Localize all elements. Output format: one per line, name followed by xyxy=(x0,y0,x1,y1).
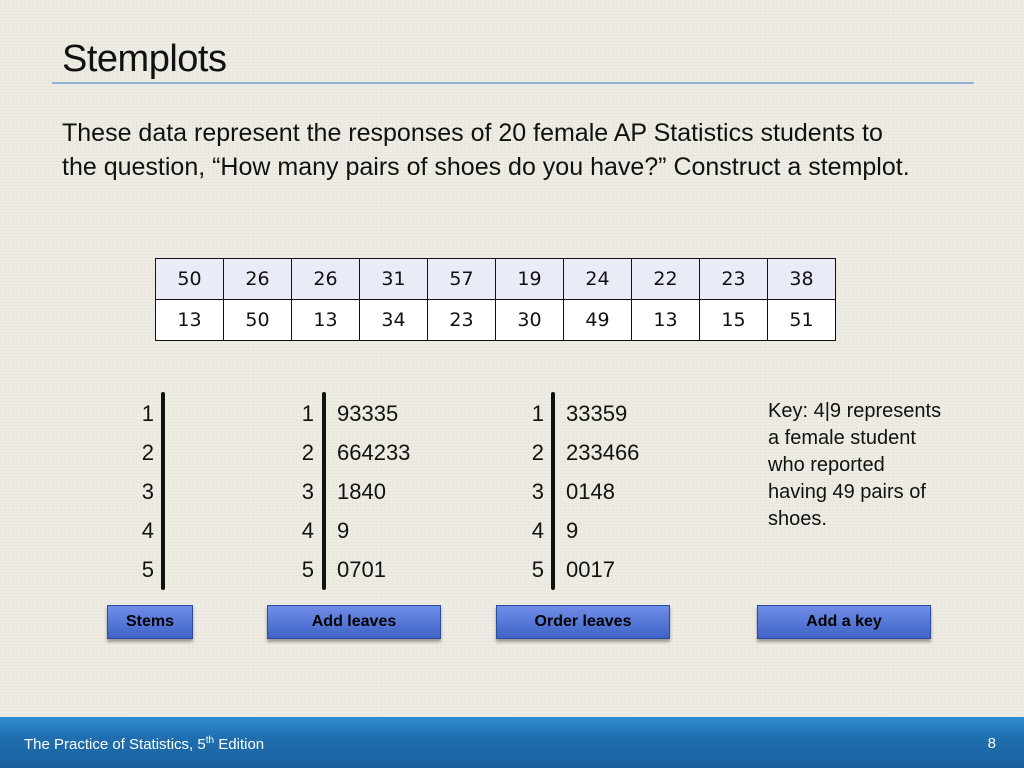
leaves-row-4: 9 xyxy=(566,518,579,543)
stem-4: 4 xyxy=(141,518,154,543)
slide-body-text: These data represent the responses of 20 female AP Statistics students to the question, “How many pairs of shoes do you have?” Construct a stemplot. xyxy=(62,119,910,181)
order-leaves-button[interactable]: Order leaves xyxy=(496,605,670,639)
stem-5: 5 xyxy=(141,557,154,582)
slide-title: Stemplots xyxy=(62,38,227,80)
table-cell: 30 xyxy=(496,300,564,341)
table-cell: 24 xyxy=(564,259,632,300)
leaves-row-1: 33359 xyxy=(566,401,628,426)
shoes-data-table xyxy=(155,258,836,341)
stemplot-ordered-leaves xyxy=(566,394,639,589)
page-number: 8 xyxy=(987,735,996,752)
table-cell: 31 xyxy=(360,259,428,300)
table-cell: 50 xyxy=(156,259,224,300)
table-cell: 22 xyxy=(632,259,700,300)
stem-2: 2 xyxy=(141,440,154,465)
add-key-button[interactable]: Add a key xyxy=(757,605,931,639)
table-cell: 26 xyxy=(224,259,292,300)
leaves-row-2: 233466 xyxy=(566,440,640,465)
stem-3: 3 xyxy=(301,479,314,504)
stem-2: 2 xyxy=(531,440,544,465)
footer-book-title xyxy=(24,735,264,753)
stem-5: 5 xyxy=(531,557,544,582)
stem-3: 3 xyxy=(141,479,154,504)
table-cell: 50 xyxy=(224,300,292,341)
stemplot-added-leaves xyxy=(337,394,410,589)
table-cell: 13 xyxy=(156,300,224,341)
stem-divider-line xyxy=(551,392,555,590)
stemplot-stems-only xyxy=(130,394,154,589)
table-cell: 23 xyxy=(428,300,496,341)
stem-5: 5 xyxy=(301,557,314,582)
table-cell: 57 xyxy=(428,259,496,300)
table-cell: 23 xyxy=(700,259,768,300)
table-cell: 13 xyxy=(632,300,700,341)
stems-button[interactable]: Stems xyxy=(107,605,193,639)
leaves-row-3: 1840 xyxy=(337,479,386,504)
table-cell: 13 xyxy=(292,300,360,341)
stem-4: 4 xyxy=(531,518,544,543)
table-cell: 38 xyxy=(768,259,836,300)
table-cell: 26 xyxy=(292,259,360,300)
leaves-row-4: 9 xyxy=(337,518,350,543)
title-underline xyxy=(52,82,974,84)
stem-3: 3 xyxy=(531,479,544,504)
table-cell: 34 xyxy=(360,300,428,341)
table-cell: 19 xyxy=(496,259,564,300)
stem-2: 2 xyxy=(301,440,314,465)
leaves-row-3: 0148 xyxy=(566,479,615,504)
add-leaves-button[interactable]: Add leaves xyxy=(267,605,441,639)
book-title-prefix: The Practice of Statistics, 5 xyxy=(24,736,206,753)
table-row xyxy=(156,259,836,300)
stem-1: 1 xyxy=(531,401,544,426)
leaves-row-5: 0701 xyxy=(337,557,386,582)
stem-divider-line xyxy=(161,392,165,590)
book-title-suffix: Edition xyxy=(214,736,265,753)
stemplot-added-stems xyxy=(290,394,314,589)
leaves-row-2: 664233 xyxy=(337,440,411,465)
table-cell: 49 xyxy=(564,300,632,341)
stemplot-key: Key: 4|9 represents a female student who reported having 49 pairs of shoes. xyxy=(768,400,942,530)
stem-4: 4 xyxy=(301,518,314,543)
table-row xyxy=(156,300,836,341)
stemplot-ordered-stems xyxy=(520,394,544,589)
leaves-row-5: 0017 xyxy=(566,557,615,582)
leaves-row-1: 93335 xyxy=(337,401,399,426)
edition-superscript: th xyxy=(205,735,215,746)
stem-divider-line xyxy=(322,392,326,590)
stem-1: 1 xyxy=(301,401,314,426)
table-cell: 15 xyxy=(700,300,768,341)
table-cell: 51 xyxy=(768,300,836,341)
stem-1: 1 xyxy=(141,401,154,426)
footer-bar xyxy=(0,717,1024,768)
